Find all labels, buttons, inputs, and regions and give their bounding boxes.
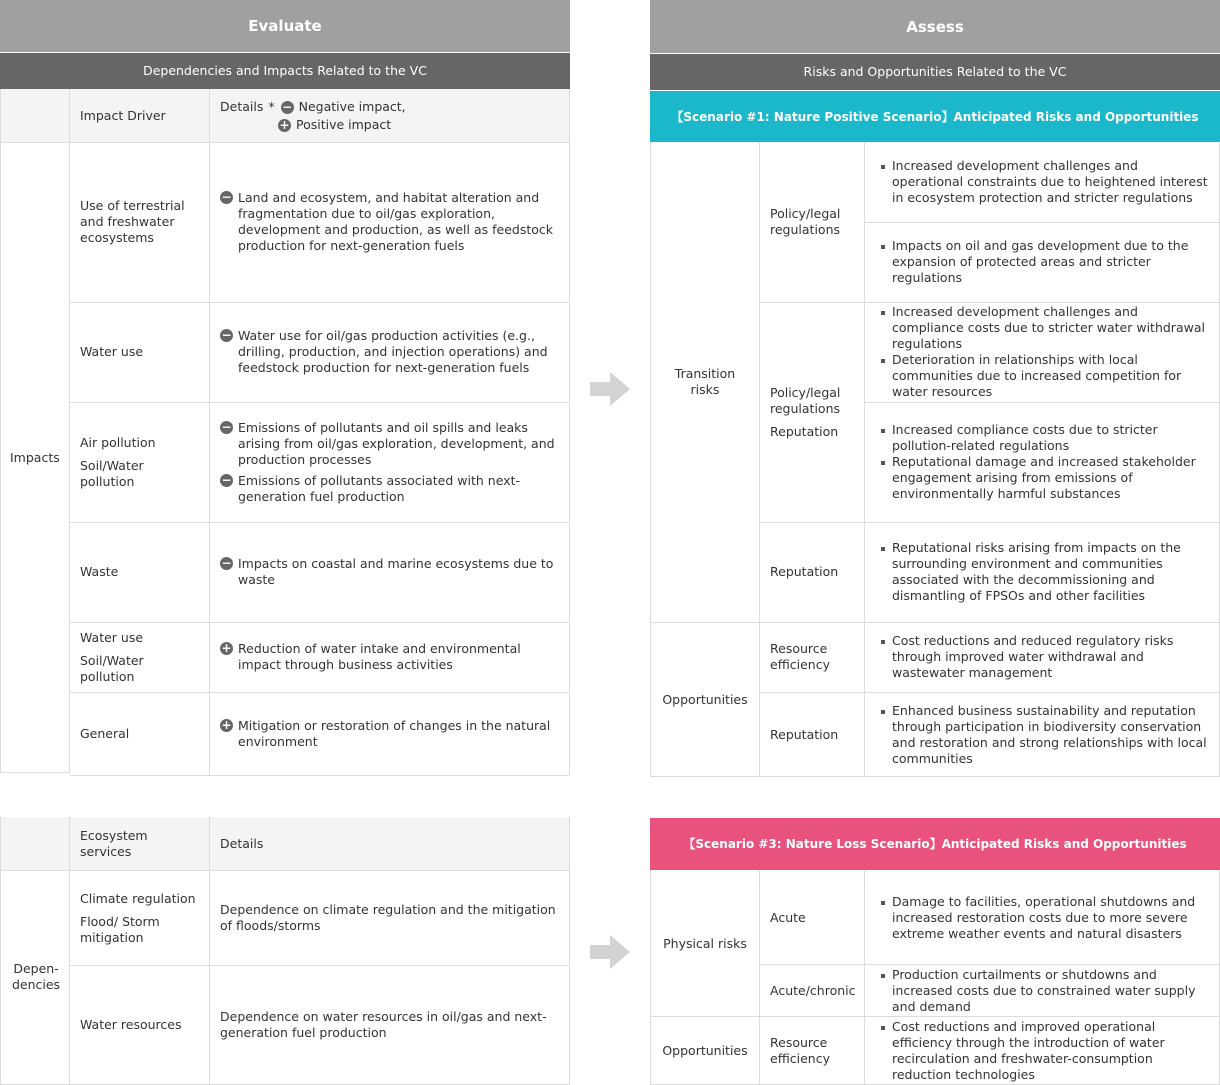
assess-subtitle: Risks and Opportunities Related to the VC	[650, 54, 1220, 90]
impact-text: Water use for oil/gas production activities (e.g., drilling, production, and injection operations) and feedstock production for next-generation fuels	[238, 328, 548, 375]
table-row-details	[210, 302, 570, 402]
category-cell	[760, 622, 865, 692]
service-text: Water resources	[80, 1017, 182, 1032]
divider	[70, 692, 570, 693]
category-text: Reputation	[770, 564, 839, 579]
divider	[69, 817, 70, 1085]
category-text: Acute	[770, 909, 806, 925]
impact-text: Reduction of water intake and environmental impact through business activities	[238, 641, 521, 672]
divider	[760, 302, 1220, 303]
risk-item-cell	[865, 870, 1220, 965]
plus-circle-icon: +	[221, 718, 232, 732]
divider	[864, 142, 865, 777]
divider	[0, 89, 1, 773]
minus-circle-icon: −	[221, 419, 232, 434]
group-label-text: Depen-dencies	[11, 961, 61, 992]
column-header-ecosystem-services: Ecosystem services	[80, 827, 148, 859]
divider	[569, 89, 570, 776]
bullet-item: Increased development challenges and compliance costs due to stricter water withdrawal regulations	[879, 304, 1212, 352]
divider	[70, 965, 570, 966]
scenario1-title: 【Scenario #1: Nature Positive Scenario】Anticipated Risks and Opportunities	[650, 91, 1220, 142]
divider	[865, 402, 1220, 403]
category-text: Resource efficiency	[770, 641, 831, 672]
bullet-item: Deterioration in relationships with local communities due to increased competition for water resources	[879, 352, 1212, 400]
category-text: Policy/legal regulations	[770, 206, 841, 237]
minus-circle-icon: −	[221, 328, 232, 342]
category-text: Acute/chronic	[770, 983, 856, 998]
table-row-details	[210, 142, 570, 302]
table-row-details	[210, 402, 570, 522]
assess-title: Assess	[650, 0, 1220, 53]
column-header-impact-driver: Impact Driver	[80, 107, 166, 123]
category-cell	[760, 142, 865, 302]
divider	[650, 1016, 1220, 1017]
bullet-item: Cost reductions and reduced regulatory risks through improved water withdrawal and wastewater management	[879, 633, 1212, 681]
category-text: Resource efficiency	[770, 1035, 831, 1066]
group-label-opportunities: Opportunities	[662, 691, 748, 707]
right-arrow-icon	[590, 372, 630, 406]
driver-text: Soil/Water pollution	[80, 652, 144, 684]
impact-item	[220, 328, 562, 376]
risk-item-cell	[865, 302, 1220, 402]
category-cell	[760, 522, 865, 622]
table-row-details: Dependence on climate regulation and the mitigation of floods/storms	[220, 902, 556, 933]
divider	[70, 302, 570, 303]
risk-item-cell	[865, 622, 1220, 692]
driver-text: Water use	[80, 344, 144, 359]
plus-circle-icon: +	[221, 641, 232, 655]
divider	[865, 222, 1220, 223]
category-text: Reputation	[770, 726, 839, 742]
risk-item-cell	[865, 1017, 1220, 1085]
bullet-item: Increased compliance costs due to stricter pollution-related regulations	[879, 422, 1212, 454]
impacts-table	[0, 89, 570, 777]
dependencies-group-label	[0, 870, 70, 1084]
category-cell	[760, 870, 865, 965]
column-header-details: Details	[220, 835, 264, 851]
divider	[209, 817, 210, 1085]
asterisk: *	[268, 99, 275, 114]
group-label-physical-risks: Physical risks	[663, 935, 747, 951]
divider	[70, 775, 570, 776]
impact-item	[220, 556, 562, 588]
bullet-item: Reputational damage and increased stakeholder engagement arising from emissions of environmentally harmful substances	[879, 454, 1212, 502]
table-row-driver	[70, 402, 210, 522]
driver-text: Air pollution	[80, 434, 156, 450]
plus-circle-icon: +	[279, 117, 290, 132]
category-text: Reputation	[770, 423, 839, 439]
divider	[70, 622, 570, 623]
bullet-item: Reputational risks arising from impacts on the surrounding environment and communities associated with the decommissioning and dismantling of FPSOs and other facilities	[879, 540, 1212, 604]
group-label-text: Transition risks	[674, 366, 736, 397]
impact-item	[220, 718, 562, 750]
divider	[569, 817, 570, 1085]
minus-circle-icon: −	[221, 190, 232, 204]
bullet-item: Enhanced business sustainability and reputation through participation in biodiversity conservation and restoration and strong relationships with local communities	[879, 703, 1212, 767]
column-header-details	[220, 99, 560, 139]
table-row-services	[70, 870, 210, 966]
divider	[0, 870, 570, 871]
impact-text: Emissions of pollutants and oil spills and leaks arising from oil/gas exploration, development, and production processes	[238, 419, 555, 467]
bullet-item: Production curtailments or shutdowns and increased costs due to constrained water supply and demand	[879, 967, 1212, 1015]
divider	[760, 522, 1220, 523]
bullet-item: Cost reductions and improved operational efficiency through the introduction of water recirculation and freshwater-consumption reduction technologies	[879, 1019, 1212, 1083]
risk-item-cell	[865, 692, 1220, 777]
divider	[70, 522, 570, 523]
divider	[759, 870, 760, 1085]
evaluate-subtitle: Dependencies and Impacts Related to the VC	[0, 53, 570, 89]
category-text: Policy/legal regulations	[770, 384, 841, 416]
risk-item-cell	[865, 222, 1220, 302]
table-row-driver	[70, 522, 210, 622]
divider	[69, 89, 70, 773]
driver-text: Water use	[80, 629, 144, 645]
impact-text: Land and ecosystem, and habitat alteration and fragmentation due to oil/gas exploration, development and production, as well as feedstock production for next-generation fuels	[238, 190, 554, 253]
group-label-opportunities: Opportunities	[662, 1043, 748, 1058]
table-row-details	[210, 522, 570, 622]
divider	[650, 142, 651, 777]
impact-item	[220, 420, 562, 468]
service-text: Flood/ Storm mitigation	[80, 913, 160, 945]
table-row-driver	[70, 622, 210, 692]
divider	[760, 964, 1220, 965]
group-label-transition-risks	[650, 142, 760, 622]
divider	[0, 142, 570, 143]
bullet-item: Damage to facilities, operational shutdowns and increased restoration costs due to more severe extreme weather events and natural disasters	[879, 894, 1212, 942]
driver-text: General	[80, 726, 130, 741]
divider	[760, 692, 1220, 693]
risk-item-cell	[865, 522, 1220, 622]
category-cell	[760, 302, 865, 522]
impact-item	[220, 190, 562, 254]
minus-circle-icon: −	[221, 556, 232, 570]
service-text: Climate regulation	[80, 890, 196, 906]
category-cell	[760, 1017, 865, 1085]
divider	[759, 142, 760, 777]
divider	[0, 772, 70, 773]
divider	[650, 622, 1220, 623]
table-row-details: Dependence on water resources in oil/gas and next-generation fuel production	[220, 1009, 547, 1040]
risk-item-cell	[865, 402, 1220, 522]
scenario3-table	[650, 818, 1220, 1085]
legend-negative: Negative impact,	[298, 99, 406, 114]
driver-text: Waste	[80, 564, 119, 579]
table-row-driver	[70, 692, 210, 776]
driver-text: Soil/Water pollution	[80, 457, 144, 489]
table-row-driver	[70, 302, 210, 402]
divider	[864, 870, 865, 1085]
table-row-services	[70, 966, 210, 1084]
impact-text: Emissions of pollutants associated with next-generation fuel production	[238, 472, 520, 504]
right-arrow-icon	[590, 935, 630, 969]
divider	[650, 776, 1220, 777]
table-row-driver	[70, 142, 210, 302]
minus-circle-icon: −	[221, 472, 232, 487]
evaluate-title: Evaluate	[0, 0, 570, 52]
impact-text: Mitigation or restoration of changes in the natural environment	[238, 718, 551, 749]
divider	[70, 402, 570, 403]
legend-positive: Positive impact	[296, 117, 392, 132]
driver-text: Use of terrestrial and freshwater ecosystems	[80, 198, 185, 245]
impacts-group-label: Impacts	[10, 449, 60, 465]
minus-circle-icon: −	[282, 99, 293, 114]
scenario1-table	[650, 91, 1220, 777]
category-cell	[760, 692, 865, 777]
scenario3-title: 【Scenario #3: Nature Loss Scenario】Anticipated Risks and Opportunities	[650, 818, 1220, 870]
table-row-details	[210, 622, 570, 692]
dependencies-table	[0, 817, 570, 1085]
category-cell	[760, 965, 865, 1017]
risk-item-cell	[865, 142, 1220, 222]
bullet-item: Impacts on oil and gas development due to the expansion of protected areas and stricter regulations	[879, 238, 1212, 286]
details-label: Details	[220, 99, 264, 114]
divider	[650, 870, 651, 1085]
bullet-item: Increased development challenges and operational constraints due to heightened interest in ecosystem protection and stricter regulations	[879, 158, 1212, 206]
table-row-details	[210, 692, 570, 776]
divider	[0, 817, 1, 1085]
impact-item	[220, 641, 562, 673]
impact-text: Impacts on coastal and marine ecosystems due to waste	[238, 556, 554, 587]
divider	[209, 89, 210, 776]
risk-item-cell	[865, 965, 1220, 1017]
impact-item	[220, 473, 562, 505]
